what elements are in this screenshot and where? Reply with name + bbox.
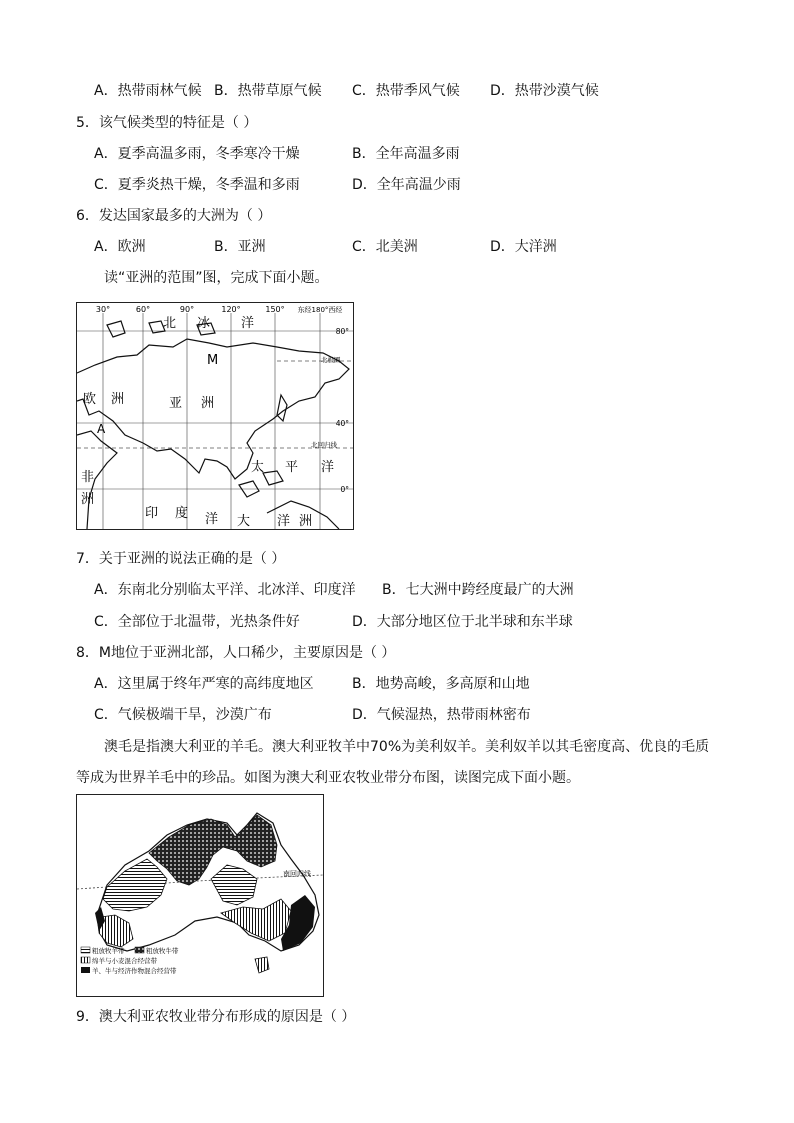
q8-option-b: B．地势高峻，多高原和山地	[352, 676, 530, 692]
label-indian-3: 洋	[205, 512, 219, 527]
q6-option-d: D．大洋洲	[490, 239, 557, 255]
lat-label-40: 40°	[335, 419, 349, 428]
q9-stem: 9．澳大利亚农牧业带分布形成的原因是（ ）	[76, 1009, 356, 1025]
legend-label-extensive-cattle: 粗放牧牛带	[146, 947, 179, 955]
legend-label-extensive-sheep: 粗放牧羊带	[92, 947, 125, 955]
q7-stem: 7．关于亚洲的说法正确的是（ ）	[76, 551, 286, 567]
label-oceania-3: 洲	[299, 514, 313, 529]
q4-option-b: B．热带草原气候	[214, 83, 322, 99]
australia-map	[76, 794, 324, 997]
legend-label-mixed: 羊、牛与经济作物混合经营带	[92, 967, 177, 975]
asia-map-svg	[77, 303, 353, 529]
q7-option-a: A．东南北分别临太平洋、北冰洋、印度洋	[94, 582, 356, 598]
q6-option-a: A．欧洲	[94, 239, 146, 255]
label-pacific-1: 太	[251, 460, 265, 475]
legend-swatch-extensive-cattle	[135, 947, 144, 953]
graticule	[77, 313, 353, 529]
q5-option-c: C．夏季炎热干燥，冬季温和多雨	[94, 177, 300, 193]
legend-label-sheep-wheat: 绵羊与小麦混合经营带	[92, 957, 157, 965]
q5-option-a: A．夏季高温多雨，冬季寒冷干燥	[94, 146, 300, 162]
lat-label-0: 0°	[340, 485, 349, 494]
q5-stem: 5．该气候类型的特征是（ ）	[76, 115, 258, 131]
q6-option-b: B．亚洲	[214, 239, 266, 255]
asia-map	[76, 302, 354, 530]
label-oceania-1: 大	[237, 514, 251, 529]
label-indian-1: 印	[145, 506, 159, 521]
tasmania	[255, 957, 269, 973]
label-arctic-ocean-2: 冰	[197, 316, 211, 331]
label-pacific-3: 洋	[321, 460, 335, 475]
asia-intro: 读“亚洲的范围”图，完成下面小题。	[104, 270, 329, 286]
lon-label-180: 东经180°西经	[297, 306, 343, 314]
wool-intro-paragraph: 澳毛是指澳大利亚的羊毛。澳大利亚牧羊中70%为美利奴羊。美利奴羊以其毛密度高、优良的毛质等成为世界羊毛中的珍品。如图为澳大利亚农牧业带分布图，读图完成下面小题。	[76, 739, 710, 786]
legend-swatch-mixed	[81, 967, 90, 973]
legend-swatch-extensive-sheep	[81, 947, 90, 953]
label-oceania-2: 洋	[277, 514, 291, 529]
lon-label-120: 120°	[221, 305, 241, 314]
label-arctic-ocean-3: 洋	[241, 316, 255, 331]
lat-label-80: 80°	[335, 327, 349, 336]
q7-option-c: C．全部位于北温带，光热条件好	[94, 614, 300, 630]
label-africa-1: 非	[81, 470, 95, 485]
lon-label-30: 30°	[95, 305, 111, 314]
q6-option-c: C．北美洲	[352, 239, 418, 255]
q7-option-b: B．七大洲中跨经度最广的大洲	[382, 582, 574, 598]
label-europe-2: 洲	[111, 392, 125, 407]
q5-option-d: D．全年高温少雨	[352, 177, 461, 193]
label-indian-2: 度	[175, 506, 189, 521]
q8-option-d: D．气候湿热，热带雨林密布	[352, 707, 531, 723]
q5-option-b: B．全年高温多雨	[352, 146, 460, 162]
label-point-m: M	[207, 353, 219, 368]
label-pacific-2: 平	[285, 460, 299, 475]
label-asia-1: 亚	[169, 396, 183, 411]
q8-option-c: C．气候极端干旱，沙漠广布	[94, 707, 272, 723]
q4-option-c: C．热带季风气候	[352, 83, 460, 99]
q8-option-a: A．这里属于终年严寒的高纬度地区	[94, 676, 314, 692]
label-point-a: A	[97, 422, 106, 436]
label-arctic-circle: 北极圈	[321, 356, 341, 364]
legend-swatch-sheep-wheat	[81, 957, 90, 963]
label-europe-1: 欧	[83, 392, 97, 407]
lon-label-60: 60°	[135, 305, 151, 314]
lon-label-90: 90°	[179, 305, 195, 314]
tropic-of-capricorn-label: 南回归线	[283, 870, 311, 878]
q4-option-d: D．热带沙漠气候	[490, 83, 599, 99]
q8-stem: 8．M地位于亚洲北部，人口稀少，主要原因是（ ）	[76, 645, 396, 661]
q7-option-d: D．大部分地区位于北半球和东半球	[352, 614, 573, 630]
australia-map-svg	[77, 795, 323, 996]
label-asia-2: 洲	[201, 396, 215, 411]
lon-label-150: 150°	[265, 305, 285, 314]
label-tropic-of-cancer: 北回归线	[311, 441, 337, 449]
label-africa-2: 洲	[81, 492, 95, 507]
q6-stem: 6．发达国家最多的大洲为（ ）	[76, 208, 272, 224]
q4-option-a: A．热带雨林气候	[94, 83, 202, 99]
label-arctic-ocean-1: 北	[163, 316, 177, 331]
